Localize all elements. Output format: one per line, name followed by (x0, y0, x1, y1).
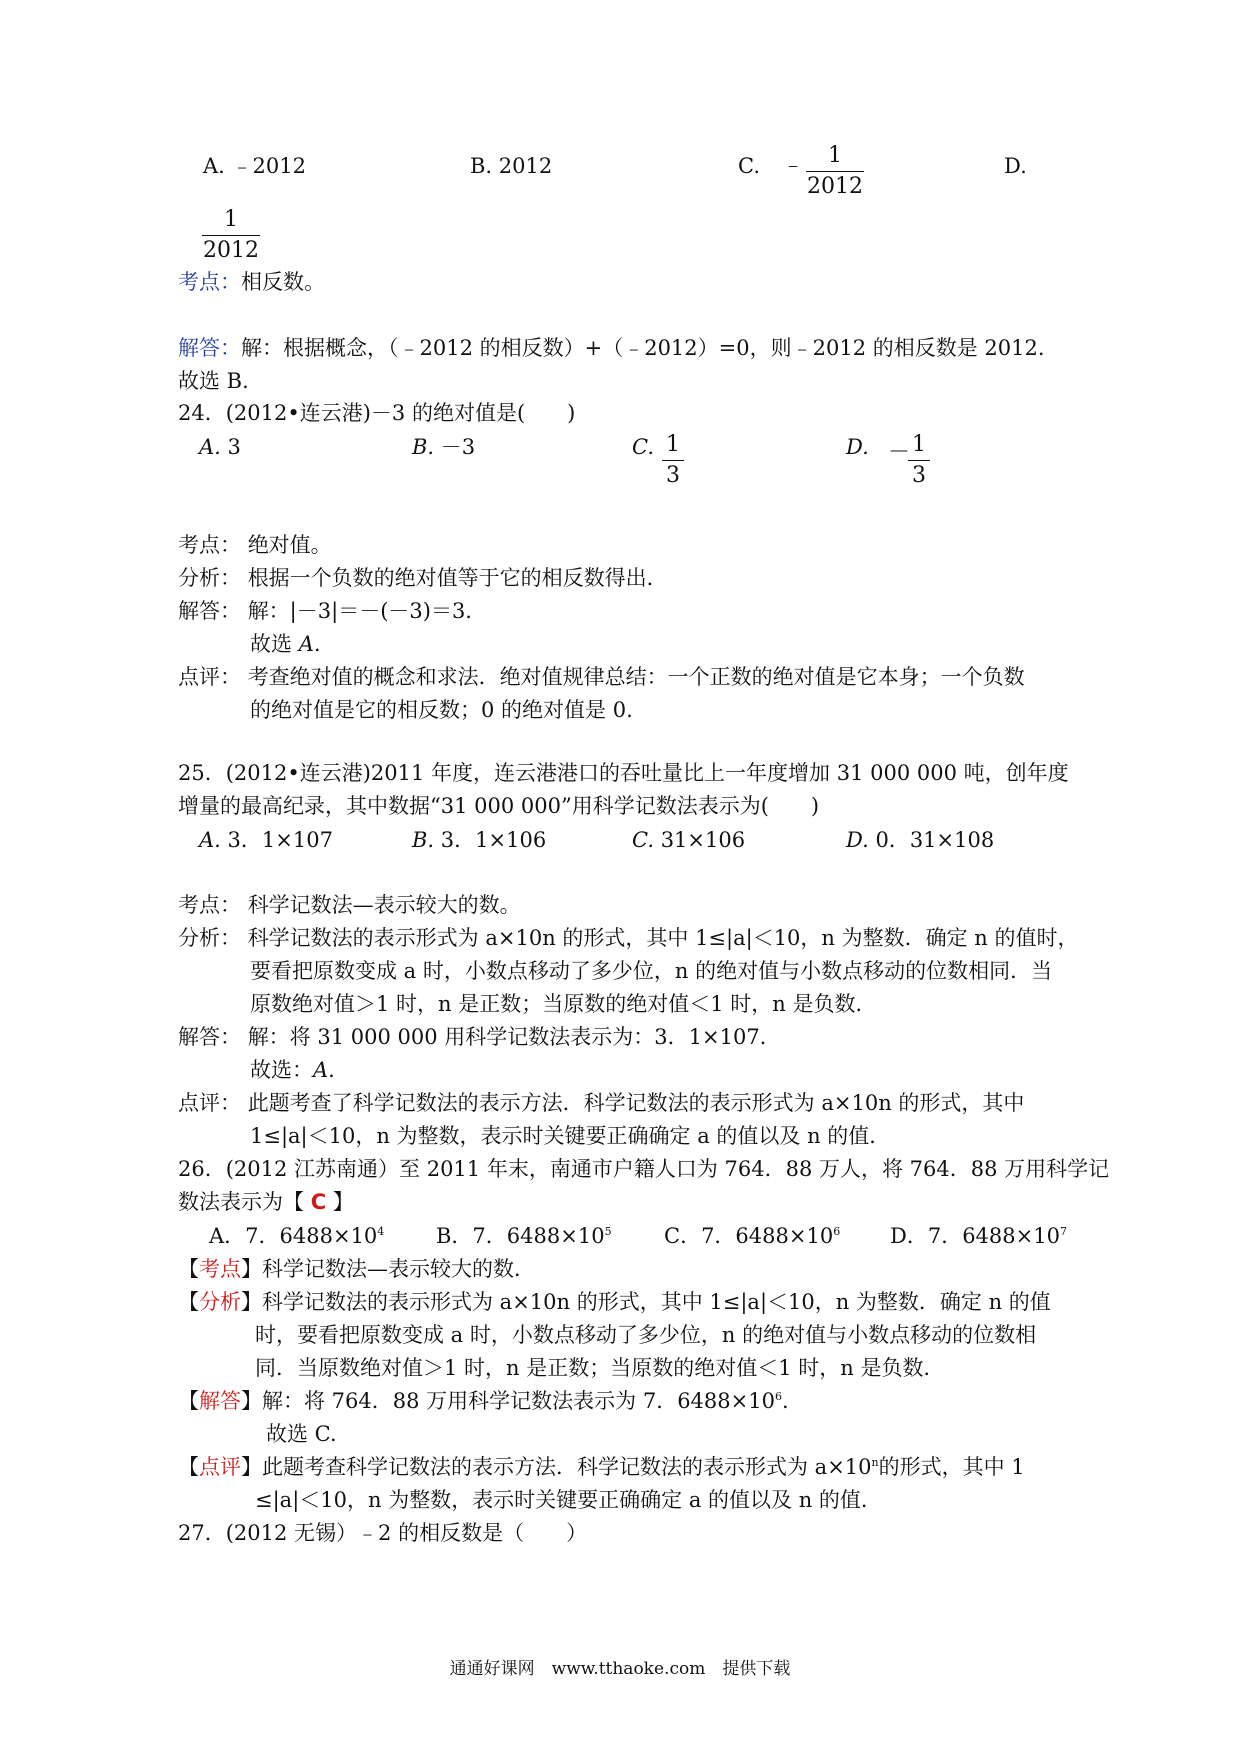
q24-option-c-label: C. (632, 435, 654, 459)
dianping-label: 点评： (178, 665, 241, 689)
bracket-left: 【 (178, 1389, 199, 1413)
q26-fenxi-cont-1: 时，要看把原数变成 a 时，小数点移动了多少位，n 的绝对值与小数点移动的位数相 (255, 1323, 1037, 1347)
fraction-numerator: 1 (828, 143, 842, 168)
fenxi-text: 根据一个负数的绝对值等于它的相反数得出． (247, 566, 668, 590)
q26-jieda (178, 1386, 789, 1416)
q24-jieda (178, 596, 472, 626)
jieda-text: 解：|－3|＝－(－3)＝3. (247, 599, 472, 623)
q26-answer: 故选 C. (266, 1422, 337, 1446)
answer-prefix: 故选： (250, 1058, 313, 1082)
fenxi-label: 分析： (178, 926, 241, 950)
q26-option-c (664, 1221, 840, 1251)
q27-stem: 27．(2012 无锡）﹣2 的相反数是（ ） (178, 1521, 588, 1545)
jieda-label: 解答： (178, 336, 241, 360)
q25-stem-2: 增量的最高纪录，其中数据“31 000 000”用科学记数法表示为( ) (178, 794, 820, 818)
q25-fenxi (178, 923, 1079, 953)
bracket-right: 】 (241, 1455, 262, 1479)
q24-fenxi (178, 563, 668, 593)
q24-stem: 24．(2012•连云港)－3 的绝对值是( ) (178, 401, 576, 425)
q25-kaodian (178, 890, 521, 920)
fenxi-label: 分析 (199, 1290, 241, 1314)
q25-jieda (178, 1022, 766, 1052)
q26-fenxi-cont-2: 同．当原数绝对值＞1 时，n 是正数；当原数的绝对值＜1 时，n 是负数． (255, 1356, 945, 1380)
q25-option-d (846, 825, 994, 855)
bracket-left: 【 (178, 1290, 199, 1314)
dianping-exponent: n (871, 1456, 879, 1469)
option-value: 31×106 (660, 828, 746, 852)
q26-fenxi (178, 1287, 1051, 1317)
q24-option-d-fraction (908, 432, 930, 489)
kaodian-text: 科学记数法—表示较大的数． (262, 1257, 535, 1281)
q25-dianping-cont: 1≤|a|＜10，n 为整数，表示时关键要正确确定 a 的值以及 n 的值． (250, 1124, 891, 1148)
option-exponent: 5 (604, 1225, 612, 1238)
page-footer: 通通好课网 www.tthaoke.com 提供下载 (449, 1659, 791, 1679)
kaodian-label: 考点 (199, 1257, 241, 1281)
dianping-text: 考查绝对值的概念和求法．绝对值规律总结：一个正数的绝对值是它本身；一个负数 (247, 665, 1025, 689)
q26-kaodian (178, 1254, 535, 1284)
fenxi-text: 科学记数法的表示形式为 a×10n 的形式，其中 1≤|a|＜10，n 为整数．确定 n 的值时， (247, 926, 1079, 950)
option-text: A．7．6488×10 (209, 1224, 378, 1248)
q23-kaodian (178, 267, 325, 297)
jieda-exponent: 6 (774, 1390, 782, 1403)
jieda-label: 解答 (199, 1389, 241, 1413)
dianping-label: 点评 (199, 1455, 241, 1479)
q24-option-b (412, 432, 475, 462)
option-label: B. (412, 828, 435, 852)
q24-option-a (199, 432, 241, 462)
q26-option-b (436, 1221, 612, 1251)
q25-fenxi-cont-2: 原数绝对值＞1 时，n 是正数；当原数的绝对值＜1 时，n 是负数． (250, 992, 877, 1016)
jieda-label: 解答： (178, 599, 241, 623)
dianping-label: 点评： (178, 1091, 241, 1115)
option-value: 3．1×107 (227, 828, 333, 852)
q26-dianping (178, 1452, 1025, 1482)
option-value: －3 (440, 435, 476, 459)
q25-stem-1: 25．(2012•连云港)2011 年度，连云港港口的吞吐量比上一年度增加 31 000 000 吨，创年度 (178, 761, 1069, 785)
option-value: 3 (227, 435, 241, 459)
q23-jieda (178, 333, 1045, 363)
kaodian-label: 考点： (178, 893, 241, 917)
bracket-left: 【 (178, 1455, 199, 1479)
option-label: A. (199, 828, 221, 852)
bracket-right: 】 (241, 1290, 262, 1314)
fraction-bar (908, 460, 930, 461)
fraction-numerator: 1 (224, 207, 238, 232)
q23-answer: 故选 B. (178, 369, 249, 393)
q26-option-d (890, 1221, 1067, 1251)
option-exponent: 7 (1059, 1225, 1067, 1238)
fenxi-text: 科学记数法的表示形式为 a×10n 的形式，其中 1≤|a|＜10，n 为整数．确定 n 的值 (262, 1290, 1051, 1314)
answer-highlight: C (310, 1190, 327, 1214)
fraction-numerator: 1 (912, 432, 926, 457)
option-text: C．7．6488×10 (664, 1224, 834, 1248)
jieda-end: . (781, 1389, 789, 1413)
q24-option-d-label: D. (846, 435, 869, 459)
option-value: 0．31×108 (875, 828, 995, 852)
q23-option-b: B. 2012 (470, 154, 553, 178)
bracket-right: 】 (241, 1389, 262, 1413)
q24-dianping (178, 662, 1025, 692)
kaodian-text: 科学记数法—表示较大的数。 (247, 893, 521, 917)
q23-option-a: A. ﹣2012 (203, 154, 306, 178)
option-exponent: 4 (377, 1225, 385, 1238)
fraction-numerator: 1 (666, 432, 680, 457)
fraction-bar (662, 460, 684, 461)
fraction-bar (806, 171, 864, 172)
answer-prefix: 故选 (250, 632, 299, 656)
option-label: A. (199, 435, 221, 459)
dianping-text: 此题考查了科学记数法的表示方法．科学记数法的表示形式为 a×10n 的形式，其中 (247, 1091, 1025, 1115)
dianping-text: 此题考查科学记数法的表示方法．科学记数法的表示形式为 a×10 (262, 1455, 872, 1479)
stem-suffix: 】 (332, 1190, 354, 1214)
option-text: B．7．6488×10 (436, 1224, 605, 1248)
jieda-label: 解答： (178, 1025, 241, 1049)
option-text: D．7．6488×10 (890, 1224, 1060, 1248)
kaodian-label: 考点： (178, 533, 241, 557)
q25-option-c (632, 825, 745, 855)
dianping-text-end: 的形式，其中 1 (878, 1455, 1025, 1479)
jieda-text: 解：根据概念，（﹣2012 的相反数）+（﹣2012）=0，则﹣2012 的相反数是 2012. (241, 336, 1045, 360)
stem-prefix: 数法表示为【 (178, 1190, 304, 1214)
q24-option-c-fraction (662, 432, 684, 489)
kaodian-text: 相反数。 (241, 270, 325, 294)
fraction-bar (202, 235, 260, 236)
fenxi-label: 分析： (178, 566, 241, 590)
answer-choice: A. (313, 1058, 335, 1082)
q25-option-b (412, 825, 546, 855)
jieda-text: 解：将 764．88 万用科学记数法表示为 7．6488×10 (262, 1389, 775, 1413)
q23-option-c-fraction (806, 143, 864, 200)
q26-dianping-cont: ≤|a|＜10，n 为整数，表示时关键要正确确定 a 的值以及 n 的值． (255, 1488, 882, 1512)
kaodian-text: 绝对值。 (247, 533, 332, 557)
fraction-denominator: 3 (666, 463, 680, 488)
fraction-denominator: 2012 (203, 238, 259, 263)
answer-choice: A. (298, 632, 321, 656)
q23-option-d-label: D. (1004, 154, 1027, 178)
bracket-left: 【 (178, 1257, 199, 1281)
q26-stem-1: 26．(2012 江苏南通）至 2011 年末，南通市户籍人口为 764．88 万人，将 764．88 万用科学记 (178, 1157, 1110, 1181)
q26-stem-2 (178, 1187, 354, 1217)
fraction-denominator: 3 (912, 463, 926, 488)
option-label: D. (846, 828, 869, 852)
q24-kaodian (178, 530, 332, 560)
q24-answer (250, 629, 321, 659)
option-exponent: 6 (833, 1225, 841, 1238)
fraction-denominator: 2012 (807, 174, 863, 199)
q25-option-a (199, 825, 333, 855)
option-label: C. (632, 828, 654, 852)
option-label: B. (412, 435, 435, 459)
option-value: 3．1×106 (440, 828, 547, 852)
bracket-right: 】 (241, 1257, 262, 1281)
q24-option-d-sign: － (888, 440, 911, 465)
q25-answer (250, 1055, 335, 1085)
q25-fenxi-cont-1: 要看把原数变成 a 时，小数点移动了多少位，n 的绝对值与小数点移动的位数相同．当 (250, 959, 1053, 983)
q25-dianping (178, 1088, 1024, 1118)
jieda-text: 解：将 31 000 000 用科学记数法表示为：3．1×107. (247, 1025, 767, 1049)
q23-option-c-label: C. (738, 154, 760, 178)
q24-dianping-cont: 的绝对值是它的相反数；0 的绝对值是 0. (250, 698, 633, 722)
kaodian-label: 考点： (178, 270, 241, 294)
q26-option-a (209, 1221, 384, 1251)
q23-option-c-sign: ﹣ (782, 153, 805, 178)
q23-option-d-fraction (202, 207, 260, 264)
